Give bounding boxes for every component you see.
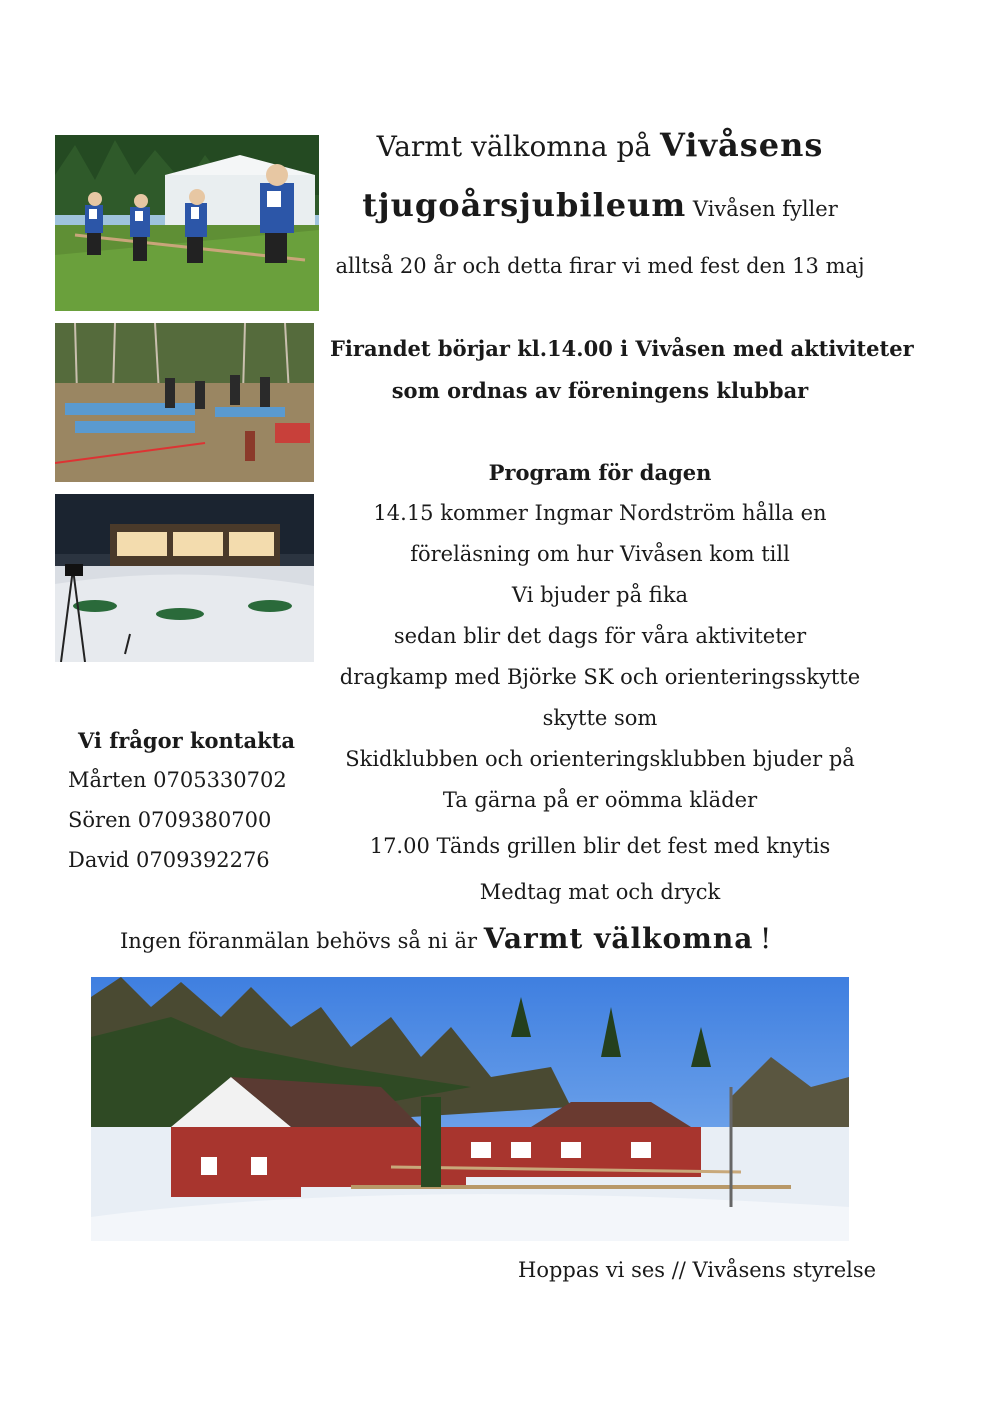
night-shooting-range-photo [55, 494, 314, 662]
clubhouse-photo [91, 977, 849, 1241]
welcome-emph: Varmt välkomna [483, 922, 754, 955]
program-line: Ta gärna på er oömma kläder [442, 788, 758, 812]
program-line: Vi bjuder på fika [511, 583, 689, 607]
program-line: sedan blir det dags för våra aktiviteter [393, 624, 807, 648]
welcome-line [120, 922, 771, 955]
welcome-pre: Ingen föranmälan behövs så ni är [120, 929, 478, 953]
program-line: skytte som [542, 706, 658, 730]
orienteering-shooting-photo [55, 323, 314, 482]
heading-line-1 [330, 126, 870, 164]
program-title: Program för dagen [488, 460, 712, 485]
heading-name: Vivåsens [660, 126, 824, 164]
intro-line-1: Firandet börjar kl.14.00 i Vivåsen med aktiviteter [330, 336, 914, 361]
contact-person: Sören 0709380700 [68, 808, 272, 832]
intro-line-2: som ordnas av föreningens klubbar [391, 378, 809, 403]
heading-line-3: alltså 20 år och detta firar vi med fest den 13 maj [335, 254, 865, 278]
heading-line-2 [330, 186, 870, 224]
contact-person: David 0709392276 [68, 848, 270, 872]
program-line: föreläsning om hur Vivåsen kom till [410, 542, 790, 566]
signoff: Hoppas vi ses // Vivåsens styrelse [518, 1258, 877, 1282]
program-line: 17.00 Tänds grillen blir det fest med knytis [369, 834, 831, 858]
program-line: 14.15 kommer Ingmar Nordström hålla en [373, 501, 827, 525]
program-line: Skidklubben och orienteringsklubben bjuder på [345, 747, 855, 771]
program-line: Medtag mat och dryck [479, 880, 721, 904]
contact-title: Vi frågor kontakta [78, 728, 295, 753]
heading-pre: Varmt välkomna på [376, 130, 652, 163]
heading-post: Vivåsen fyller [692, 197, 838, 221]
contact-person: Mårten 0705330702 [68, 768, 287, 792]
welcome-end: ! [760, 922, 772, 955]
program-line: dragkamp med Björke SK och orienteringsskytte [339, 665, 861, 689]
tug-of-war-photo [55, 135, 319, 311]
heading-jubilee: tjugoårsjubileum [362, 186, 687, 224]
